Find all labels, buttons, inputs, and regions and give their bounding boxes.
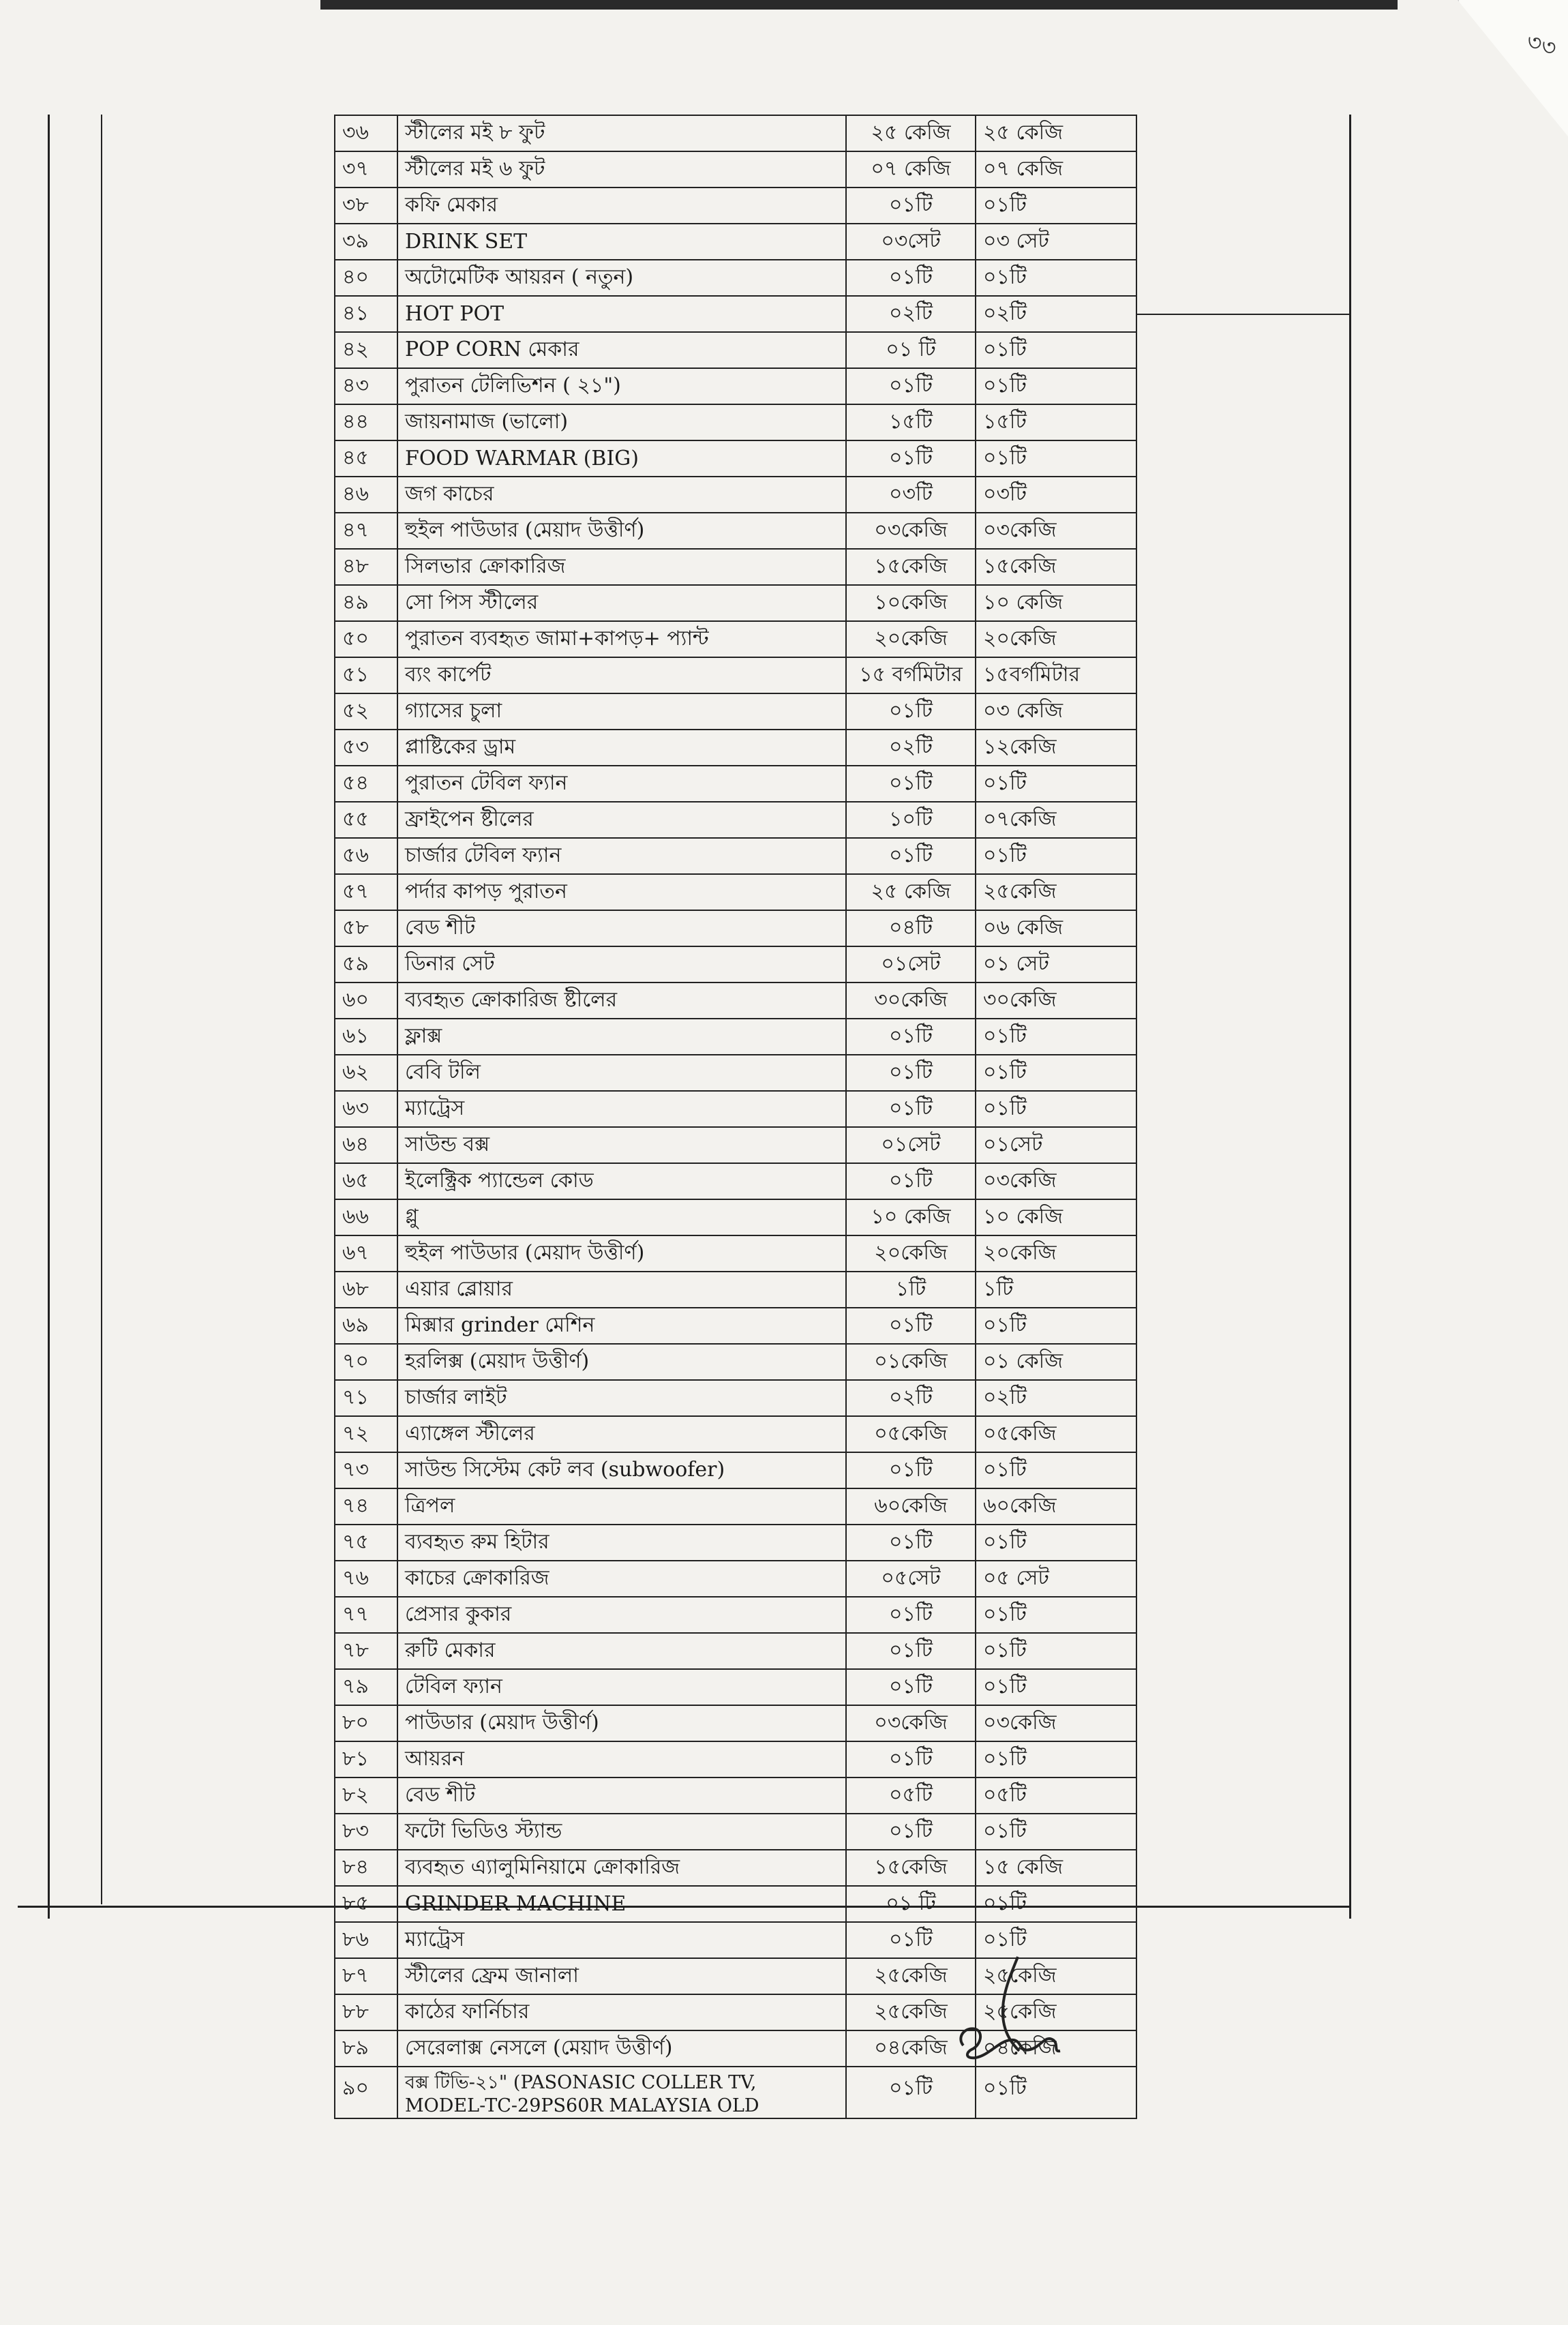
verified-quantity-cell: ২০কেজি (976, 621, 1136, 657)
table-row (335, 621, 1136, 657)
item-name-cell: ফ্লাক্স (397, 1019, 846, 1055)
serial-cell: ৪৯ (335, 585, 397, 621)
table-row (335, 730, 1136, 766)
item-name-cell: রুটি মেকার (397, 1633, 846, 1669)
verified-quantity-cell: ০১টি (976, 1886, 1136, 1922)
item-name-cell: কাঠের ফার্নিচার (397, 1994, 846, 2030)
verified-quantity-cell: ১৫বর্গমিটার (976, 657, 1136, 693)
item-name-cell: হরলিক্স (মেয়াদ উত্তীর্ণ) (397, 1344, 846, 1380)
item-name-cell: পুরাতন ব্যবহৃত জামা+কাপড়+ প্যান্ট (397, 621, 846, 657)
quantity-cell: ০২টি (846, 1380, 976, 1416)
item-name-cell: বেড শীট (397, 910, 846, 946)
quantity-cell: ০১কেজি (846, 1344, 976, 1380)
quantity-cell: ০৩কেজি (846, 1705, 976, 1741)
verified-quantity-cell: ০১টি (976, 188, 1136, 224)
table-row (335, 1561, 1136, 1597)
quantity-cell: ০১ টি (846, 332, 976, 368)
item-name-cell: অটোমেটিক আয়রন ( নতুন) (397, 260, 846, 296)
item-name-cell: প্লাষ্টিকের ড্রাম (397, 730, 846, 766)
verified-quantity-cell: ০১টি (976, 1019, 1136, 1055)
table-row (335, 1777, 1136, 1814)
item-name-cell: ইলেক্ট্রিক প্যান্ডেল কোড (397, 1163, 846, 1199)
item-name-cell: ব্যবহৃত এ্যালুমিনিয়ামে ক্রোকারিজ (397, 1850, 846, 1886)
quantity-cell: ২৫ কেজি (846, 115, 976, 151)
serial-cell: ৪১ (335, 296, 397, 332)
table-row (335, 188, 1136, 224)
table-row (335, 1814, 1136, 1850)
table-row (335, 874, 1136, 910)
quantity-cell: ১০টি (846, 802, 976, 838)
quantity-cell: ০১টি (846, 1741, 976, 1777)
serial-cell: ৬৫ (335, 1163, 397, 1199)
quantity-cell: ০৭ কেজি (846, 151, 976, 188)
table-row (335, 1416, 1136, 1452)
quantity-cell: ৬০কেজি (846, 1488, 976, 1525)
item-name-cell: গ্যাসের চুলা (397, 693, 846, 730)
item-name-cell: FOOD WARMAR (BIG) (397, 440, 846, 477)
quantity-cell: ০১টি (846, 1525, 976, 1561)
verified-quantity-cell: ১২কেজি (976, 730, 1136, 766)
table-row (335, 1669, 1136, 1705)
quantity-cell: ০১টি (846, 1091, 976, 1127)
serial-cell: ৪৫ (335, 440, 397, 477)
quantity-cell: ০১টি (846, 838, 976, 874)
item-name-cell: এয়ার ব্লোয়ার (397, 1272, 846, 1308)
quantity-cell: ২০কেজি (846, 621, 976, 657)
table-row (335, 477, 1136, 513)
serial-cell: ৭৪ (335, 1488, 397, 1525)
quantity-cell: ০১টি (846, 260, 976, 296)
item-name-cell: ফটো ভিডিও স্ট্যান্ড (397, 1814, 846, 1850)
serial-cell: ৫০ (335, 621, 397, 657)
serial-cell: ৭৮ (335, 1633, 397, 1669)
table-row (335, 982, 1136, 1019)
item-name-cell: কফি মেকার (397, 188, 846, 224)
serial-cell: ৬১ (335, 1019, 397, 1055)
item-name-cell: ব্যং কার্পেট (397, 657, 846, 693)
serial-cell: ৬২ (335, 1055, 397, 1091)
quantity-cell: ০১টি (846, 693, 976, 730)
table-row (335, 1597, 1136, 1633)
serial-cell: ৫৮ (335, 910, 397, 946)
verified-quantity-cell: ০১টি (976, 766, 1136, 802)
quantity-cell: ০১টি (846, 1814, 976, 1850)
table-row (335, 224, 1136, 260)
serial-cell: ৫৯ (335, 946, 397, 982)
item-name-cell: এ্যাঙ্গেল স্টীলের (397, 1416, 846, 1452)
quantity-cell: ০১সেট (846, 1127, 976, 1163)
verified-quantity-cell: ০১টি (976, 2067, 1136, 2118)
item-name-cell: কাচের ক্রোকারিজ (397, 1561, 846, 1597)
serial-cell: ৪০ (335, 260, 397, 296)
verified-quantity-cell: ০১টি (976, 1669, 1136, 1705)
quantity-cell: ০১টি (846, 2067, 976, 2118)
quantity-cell: ০১টি (846, 1452, 976, 1488)
verified-quantity-cell: ০১টি (976, 1597, 1136, 1633)
item-name-cell: পাউডার (মেয়াদ উত্তীর্ণ) (397, 1705, 846, 1741)
serial-cell: ৪৮ (335, 549, 397, 585)
item-name-cell: ম্যাট্রেস (397, 1091, 846, 1127)
serial-cell: ৭২ (335, 1416, 397, 1452)
table-row (335, 1886, 1136, 1922)
item-name-cell: ব্যবহৃত রুম হিটার (397, 1525, 846, 1561)
item-name-cell: সিলভার ক্রোকারিজ (397, 549, 846, 585)
verified-quantity-cell: ০১টি (976, 1633, 1136, 1669)
serial-cell: ৭১ (335, 1380, 397, 1416)
table-row (335, 296, 1136, 332)
serial-cell: ৪৩ (335, 368, 397, 404)
table-row (335, 260, 1136, 296)
serial-cell: ৮০ (335, 1705, 397, 1741)
verified-quantity-cell: ০১টি (976, 1308, 1136, 1344)
verified-quantity-cell: ০১ কেজি (976, 1344, 1136, 1380)
quantity-cell: ১৫কেজি (846, 549, 976, 585)
table-row (335, 1019, 1136, 1055)
table-row (335, 910, 1136, 946)
verified-quantity-cell: ০৫টি (976, 1777, 1136, 1814)
table-row (335, 585, 1136, 621)
serial-cell: ৮৩ (335, 1814, 397, 1850)
verified-quantity-cell: ০১টি (976, 332, 1136, 368)
verified-quantity-cell: ০৭ কেজি (976, 151, 1136, 188)
verified-quantity-cell: ০২টি (976, 296, 1136, 332)
quantity-cell: ১৫কেজি (846, 1850, 976, 1886)
table-row (335, 1163, 1136, 1199)
serial-cell: ৮৫ (335, 1886, 397, 1922)
serial-cell: ৫৩ (335, 730, 397, 766)
table-row (335, 693, 1136, 730)
serial-cell: ৪৪ (335, 404, 397, 440)
item-name-cell: HOT POT (397, 296, 846, 332)
table-row (335, 513, 1136, 549)
verified-quantity-cell: ১০ কেজি (976, 1199, 1136, 1235)
verified-quantity-cell: ২৫কেজি (976, 874, 1136, 910)
table-row (335, 1380, 1136, 1416)
serial-cell: ৬০ (335, 982, 397, 1019)
item-name-cell: বক্স টিভি-২১" (PASONASIC COLLER TV, MODEL-TC-29PS60R MALAYSIA OLD (397, 2067, 846, 2118)
item-name-cell: জগ কাচের (397, 477, 846, 513)
serial-cell: ৭৯ (335, 1669, 397, 1705)
quantity-cell: ০৫কেজি (846, 1416, 976, 1452)
verified-quantity-cell: ০১টি (976, 1525, 1136, 1561)
item-name-cell: হুইল পাউডার (মেয়াদ উত্তীর্ণ) (397, 1235, 846, 1272)
quantity-cell: ০৫সেট (846, 1561, 976, 1597)
verified-quantity-cell: ২৫কেজি (976, 1994, 1136, 2030)
serial-cell: ৯০ (335, 2067, 397, 2118)
table-row (335, 1199, 1136, 1235)
item-name-cell: DRINK SET (397, 224, 846, 260)
quantity-cell: ০১টি (846, 1597, 976, 1633)
verified-quantity-cell: ০৩কেজি (976, 1163, 1136, 1199)
serial-cell: ৩৭ (335, 151, 397, 188)
verified-quantity-cell: ২০কেজি (976, 1235, 1136, 1272)
serial-cell: ৬৯ (335, 1308, 397, 1344)
table-row (335, 1850, 1136, 1886)
table-row (335, 549, 1136, 585)
serial-cell: ৪৭ (335, 513, 397, 549)
table-row (335, 1344, 1136, 1380)
quantity-cell: ০৩টি (846, 477, 976, 513)
quantity-cell: ০১টি (846, 1055, 976, 1091)
table-row (335, 151, 1136, 188)
table-row (335, 368, 1136, 404)
verified-quantity-cell: ৬০কেজি (976, 1488, 1136, 1525)
quantity-cell: ১০ কেজি (846, 1199, 976, 1235)
quantity-cell: ০১টি (846, 440, 976, 477)
verified-quantity-cell: ১৫টি (976, 404, 1136, 440)
table-row (335, 1235, 1136, 1272)
serial-cell: ৮৬ (335, 1922, 397, 1958)
verified-quantity-cell: ০১টি (976, 260, 1136, 296)
quantity-cell: ২৫কেজি (846, 1958, 976, 1994)
handwritten-signature (951, 1950, 1087, 2066)
serial-cell: ৮২ (335, 1777, 397, 1814)
quantity-cell: ১০কেজি (846, 585, 976, 621)
item-name-cell: মিক্সার grinder মেশিন (397, 1308, 846, 1344)
verified-quantity-cell: ০৬ কেজি (976, 910, 1136, 946)
serial-cell: ৫২ (335, 693, 397, 730)
item-name-cell: পর্দার কাপড় পুরাতন (397, 874, 846, 910)
item-name-cell: স্টীলের মই ৬ ফুট (397, 151, 846, 188)
page-edge-shadow (320, 0, 1398, 10)
quantity-cell: ০১সেট (846, 946, 976, 982)
quantity-cell: ২০কেজি (846, 1235, 976, 1272)
quantity-cell: ০২টি (846, 296, 976, 332)
item-name-cell: জায়নামাজ (ভালো) (397, 404, 846, 440)
item-name-cell: বেড শীট (397, 1777, 846, 1814)
serial-cell: ৭০ (335, 1344, 397, 1380)
serial-cell: ৮৪ (335, 1850, 397, 1886)
serial-cell: ৩৮ (335, 188, 397, 224)
table-row (335, 1272, 1136, 1308)
verified-quantity-cell: ৩০কেজি (976, 982, 1136, 1019)
verified-quantity-cell: ০১ সেট (976, 946, 1136, 982)
remarks-row-rule (1136, 314, 1351, 315)
verified-quantity-cell: ০১টি (976, 1922, 1136, 1958)
table-row (335, 115, 1136, 151)
table-row (335, 657, 1136, 693)
serial-cell: ৬৬ (335, 1199, 397, 1235)
quantity-cell: ০১টি (846, 1308, 976, 1344)
quantity-cell: ১৫ বর্গমিটার (846, 657, 976, 693)
quantity-cell: ০৩সেট (846, 224, 976, 260)
quantity-cell: ২৫ কেজি (846, 874, 976, 910)
table-row (335, 1055, 1136, 1091)
quantity-cell: ০১টি (846, 1633, 976, 1669)
quantity-cell: ০১টি (846, 188, 976, 224)
verified-quantity-cell: ০১টি (976, 440, 1136, 477)
quantity-cell: ০২টি (846, 730, 976, 766)
quantity-cell: ০৫টি (846, 1777, 976, 1814)
verified-quantity-cell: ০৪কেজি (976, 2030, 1136, 2067)
serial-cell: ৬৭ (335, 1235, 397, 1272)
item-name-cell: টেবিল ফ্যান (397, 1669, 846, 1705)
table-row (335, 1741, 1136, 1777)
quantity-cell: ০১টি (846, 1669, 976, 1705)
table-row (335, 1452, 1136, 1488)
serial-cell: ৬৮ (335, 1272, 397, 1308)
quantity-cell: ০১টি (846, 1922, 976, 1958)
table-row (335, 1525, 1136, 1561)
verified-quantity-cell: ০১টি (976, 368, 1136, 404)
serial-cell: ৫৫ (335, 802, 397, 838)
serial-cell: ৮৭ (335, 1958, 397, 1994)
verified-quantity-cell: ০১টি (976, 1741, 1136, 1777)
table-row (335, 332, 1136, 368)
table-row (335, 1308, 1136, 1344)
quantity-cell: ০১টি (846, 368, 976, 404)
table-row (335, 1127, 1136, 1163)
item-name-cell: ডিনার সেট (397, 946, 846, 982)
serial-cell: ৮৯ (335, 2030, 397, 2067)
serial-cell: ৫৭ (335, 874, 397, 910)
item-name-cell: চার্জার টেবিল ফ্যান (397, 838, 846, 874)
serial-cell: ৭৫ (335, 1525, 397, 1561)
verified-quantity-cell: ১৫ কেজি (976, 1850, 1136, 1886)
quantity-cell: ৩০কেজি (846, 982, 976, 1019)
item-name-cell: সাউন্ড সিস্টেম কেট লব (subwoofer) (397, 1452, 846, 1488)
item-name-cell: পুরাতন টেলিভিশন ( ২১") (397, 368, 846, 404)
inventory-table (334, 115, 1137, 2119)
quantity-cell: ০১টি (846, 766, 976, 802)
item-name-cell: গ্লু (397, 1199, 846, 1235)
verified-quantity-cell: ০৭কেজি (976, 802, 1136, 838)
table-row (335, 838, 1136, 874)
folded-page-corner (1458, 0, 1568, 136)
item-name-cell: পুরাতন টেবিল ফ্যান (397, 766, 846, 802)
item-name-cell: POP CORN মেকার (397, 332, 846, 368)
left-column-rule (101, 115, 102, 1904)
verified-quantity-cell: ০১টি (976, 1055, 1136, 1091)
serial-cell: ৪৬ (335, 477, 397, 513)
verified-quantity-cell: ০৩কেজি (976, 1705, 1136, 1741)
table-row (335, 404, 1136, 440)
table-row (335, 946, 1136, 982)
item-name-cell: ফ্রাইপেন ষ্টীলের (397, 802, 846, 838)
verified-quantity-cell: ১টি (976, 1272, 1136, 1308)
quantity-cell: ১টি (846, 1272, 976, 1308)
verified-quantity-cell: ২৫কেজি (976, 1958, 1136, 1994)
serial-cell: ৫৬ (335, 838, 397, 874)
verified-quantity-cell: ০১টি (976, 1814, 1136, 1850)
quantity-cell: ১৫টি (846, 404, 976, 440)
quantity-cell: ০১টি (846, 1019, 976, 1055)
item-name-cell: বেবি টলি (397, 1055, 846, 1091)
table-row (335, 440, 1136, 477)
verified-quantity-cell: ০১টি (976, 1452, 1136, 1488)
verified-quantity-cell: ০৫কেজি (976, 1416, 1136, 1452)
item-name-cell: ম্যাট্রেস (397, 1922, 846, 1958)
table-row (335, 766, 1136, 802)
inventory-rows (335, 115, 1136, 2118)
quantity-cell: ০১ টি (846, 1886, 976, 1922)
item-name-cell: চার্জার লাইট (397, 1380, 846, 1416)
verified-quantity-cell: ১০ কেজি (976, 585, 1136, 621)
table-row (335, 1705, 1136, 1741)
table-row (335, 1488, 1136, 1525)
verified-quantity-cell: ০৩ সেট (976, 224, 1136, 260)
table-row (335, 1091, 1136, 1127)
verified-quantity-cell: ২৫ কেজি (976, 115, 1136, 151)
verified-quantity-cell: ০১টি (976, 1091, 1136, 1127)
quantity-cell: ২৫কেজি (846, 1994, 976, 2030)
item-name-cell: স্টীলের ফ্রেম জানালা (397, 1958, 846, 1994)
serial-cell: ৬৪ (335, 1127, 397, 1163)
verified-quantity-cell: ০২টি (976, 1380, 1136, 1416)
verified-quantity-cell: ০৩টি (976, 477, 1136, 513)
serial-cell: ৭৭ (335, 1597, 397, 1633)
serial-cell: ৭৬ (335, 1561, 397, 1597)
verified-quantity-cell: ০৩কেজি (976, 513, 1136, 549)
item-name-cell: প্রেসার কুকার (397, 1597, 846, 1633)
serial-cell: ৮৮ (335, 1994, 397, 2030)
verified-quantity-cell: ০১টি (976, 838, 1136, 874)
item-name-cell: সেরেলাক্স নেসলে (মেয়াদ উত্তীর্ণ) (397, 2030, 846, 2067)
serial-cell: ৫১ (335, 657, 397, 693)
verified-quantity-cell: ০৫ সেট (976, 1561, 1136, 1597)
table-row (335, 802, 1136, 838)
serial-cell: ৩৬ (335, 115, 397, 151)
serial-cell: ৬৩ (335, 1091, 397, 1127)
item-name-cell: ত্রিপল (397, 1488, 846, 1525)
quantity-cell: ০১টি (846, 1163, 976, 1199)
serial-cell: ৩৯ (335, 224, 397, 260)
verified-quantity-cell: ১৫কেজি (976, 549, 1136, 585)
table-row (335, 2067, 1136, 2118)
item-name-cell: GRINDER MACHINE (397, 1886, 846, 1922)
quantity-cell: ০৪টি (846, 910, 976, 946)
serial-cell: ৪২ (335, 332, 397, 368)
item-name-cell: সো পিস স্টীলের (397, 585, 846, 621)
quantity-cell: ০৪কেজি (846, 2030, 976, 2067)
serial-cell: ৭৩ (335, 1452, 397, 1488)
corner-page-note: ৩৩ (1522, 27, 1560, 63)
serial-cell: ৮১ (335, 1741, 397, 1777)
verified-quantity-cell: ০১সেট (976, 1127, 1136, 1163)
item-name-cell: হুইল পাউডার (মেয়াদ উত্তীর্ণ) (397, 513, 846, 549)
item-name-cell: স্টীলের মই ৮ ফুট (397, 115, 846, 151)
table-row (335, 1633, 1136, 1669)
serial-cell: ৫৪ (335, 766, 397, 802)
item-name-cell: আয়রন (397, 1741, 846, 1777)
quantity-cell: ০৩কেজি (846, 513, 976, 549)
verified-quantity-cell: ০৩ কেজি (976, 693, 1136, 730)
item-name-cell: ব্যবহৃত ক্রোকারিজ ষ্টীলের (397, 982, 846, 1019)
item-name-cell: সাউন্ড বক্স (397, 1127, 846, 1163)
